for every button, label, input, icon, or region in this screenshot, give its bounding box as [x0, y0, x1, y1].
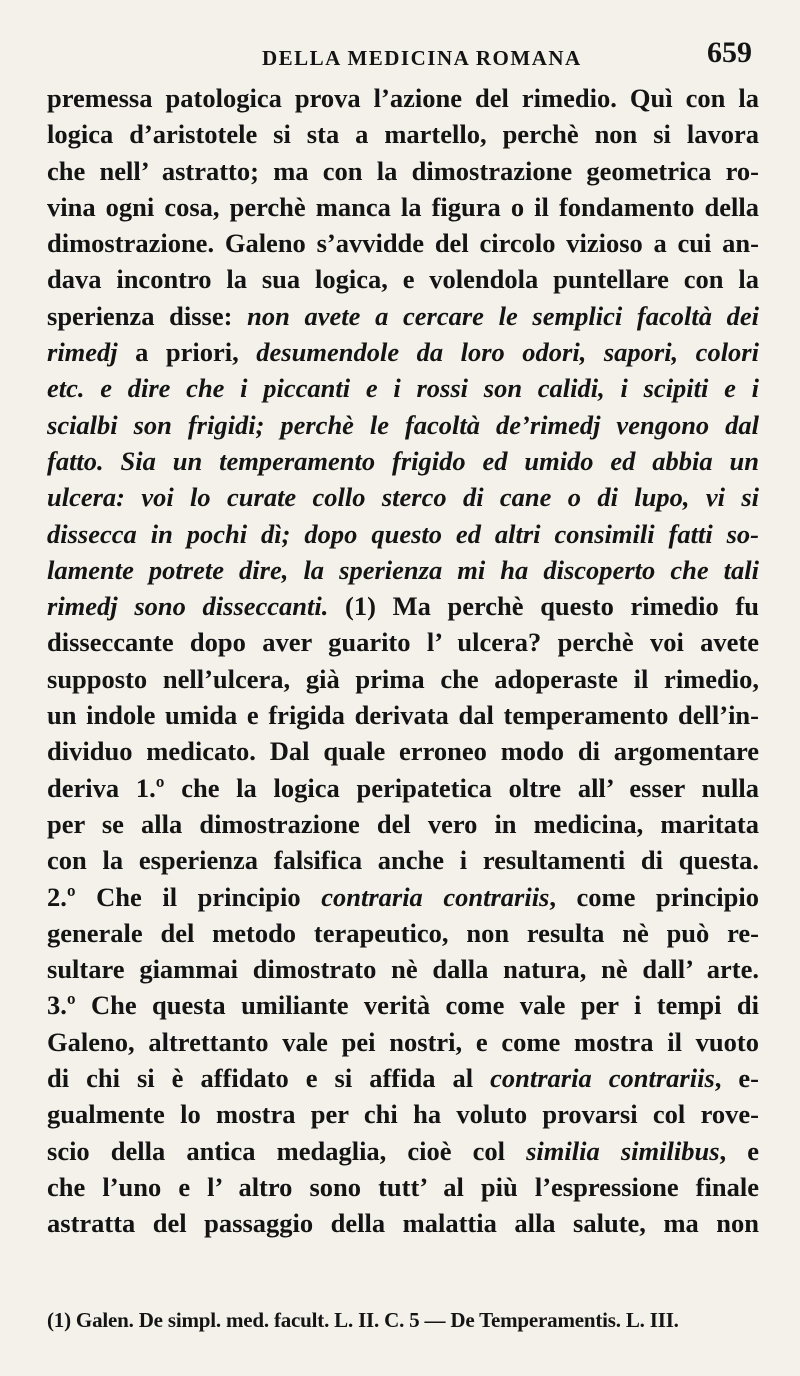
text-segment: dividuo medicato. Dal quale erroneo modo di argomentare: [47, 736, 759, 767]
running-title: DELLA MEDICINA ROMANA: [262, 46, 582, 70]
text-segment: sperienza disse:: [47, 300, 248, 331]
text-segment: che l’uno e l’ altro sono tutt’ al più l’espressione finale: [47, 1171, 759, 1202]
text-line: [47, 1205, 759, 1241]
text-segment: deriva 1.º che la logica peripatetica oltre all’ esser nulla: [47, 772, 759, 803]
text-segment: gualmente lo mostra per chi ha voluto provarsi col rove-: [47, 1099, 759, 1130]
text-line: [47, 370, 759, 406]
text-segment: dava incontro la sua logica, e volendola puntellare con la: [47, 264, 759, 295]
italic-segment: desumendole da loro odori, sapori, colori: [256, 337, 759, 368]
text-segment: sultare giammai dimostrato nè dalla natura, nè dall’ arte.: [47, 954, 759, 985]
text-line: [47, 806, 759, 842]
text-line: [47, 1133, 759, 1169]
body-text: [47, 80, 759, 1242]
text-line: [47, 479, 759, 515]
text-line: [47, 624, 759, 660]
text-segment: 3.º Che questa umiliante verità come vale per i tempi di: [47, 990, 759, 1021]
text-segment: disseccante dopo aver guarito l’ ulcera? perchè voi avete: [47, 627, 759, 658]
text-segment: , come principio: [549, 881, 759, 912]
text-segment: un indole umida e frigida derivata dal temperamento dell’in-: [47, 700, 759, 731]
text-line: [47, 1024, 759, 1060]
text-segment: per se alla dimostrazione del vero in medicina, maritata: [47, 808, 759, 839]
text-line: [47, 552, 759, 588]
text-segment: astratta del passaggio della malattia alla salute, ma non: [47, 1208, 759, 1239]
text-segment: con la esperienza falsifica anche i resultamenti di questa.: [47, 845, 759, 876]
text-segment: logica d’aristotele si sta a martello, perchè non si lavora: [47, 119, 759, 150]
text-segment: 2.º Che il principio: [47, 881, 322, 912]
italic-segment: etc. e dire che i piccanti e i rossi son calidi, i scipiti e i: [47, 373, 759, 404]
text-segment: che nell’ astratto; ma con la dimostrazione geometrica ro-: [47, 155, 759, 186]
text-segment: generale del metodo terapeutico, non resulta nè può re-: [47, 917, 759, 948]
text-line: [47, 443, 759, 479]
page-number: 659: [707, 36, 752, 69]
text-line: [47, 225, 759, 261]
italic-segment: rimedj: [47, 337, 118, 368]
italic-segment: lamente potrete dire, la sperienza mi ha discoperto che tali: [47, 554, 759, 585]
text-line: [47, 1060, 759, 1096]
text-line: [47, 733, 759, 769]
text-line: [47, 697, 759, 733]
text-line: [47, 770, 759, 806]
text-line: [47, 153, 759, 189]
text-line: [47, 80, 759, 116]
text-segment: vina ogni cosa, perchè manca la figura o il fondamento della: [47, 191, 759, 222]
text-segment: dimostrazione. Galeno s’avvidde del circolo vizioso a cui an-: [47, 228, 759, 259]
text-segment: premessa patologica prova l’azione del rimedio. Quì con la: [47, 83, 759, 113]
italic-segment: ulcera: voi lo curate collo sterco di cane o di lupo, vi si: [47, 482, 759, 513]
text-segment: , e: [719, 1135, 759, 1166]
text-line: [47, 915, 759, 951]
text-segment: Galeno, altrettanto vale pei nostri, e come mostra il vuoto: [47, 1026, 759, 1057]
text-line: [47, 116, 759, 152]
italic-segment: non avete a cercare le semplici facoltà dei: [247, 300, 759, 331]
text-line: [47, 407, 759, 443]
text-line: [47, 661, 759, 697]
text-segment: supposto nell’ulcera, già prima che adoperaste il rimedio,: [47, 663, 759, 694]
text-line: [47, 334, 759, 370]
italic-segment: similia similibus: [526, 1135, 720, 1166]
text-segment: (1) Ma perchè questo rimedio fu: [328, 591, 759, 622]
text-line: [47, 951, 759, 987]
footnote: (1) Galen. De simpl. med. facult. L. II. C. 5 — De Temperamentis. L. III.: [47, 1308, 679, 1332]
page-header: [0, 36, 800, 80]
text-line: [47, 516, 759, 552]
text-line: [47, 842, 759, 878]
text-line: [47, 879, 759, 915]
text-segment: , e-: [714, 1063, 759, 1094]
text-line: [47, 189, 759, 225]
text-line: [47, 298, 759, 334]
italic-segment: contraria contrariis: [321, 881, 550, 912]
italic-segment: fatto. Sia un temperamento frigido ed umido ed abbia un: [47, 445, 759, 476]
italic-segment: scialbi son frigidi; perchè le facoltà de’rimedj vengono dal: [47, 409, 759, 440]
text-line: [47, 588, 759, 624]
italic-segment: dissecca in pochi dì; dopo questo ed altri consimili fatti so-: [47, 518, 759, 549]
text-segment: di chi si è affidato e si affida al: [47, 1063, 491, 1094]
text-segment: scio della antica medaglia, cioè col: [47, 1135, 527, 1166]
text-line: [47, 261, 759, 297]
italic-segment: contraria contrariis: [490, 1063, 715, 1094]
italic-segment: rimedj sono disseccanti.: [47, 591, 329, 622]
text-line: [47, 987, 759, 1023]
text-line: [47, 1169, 759, 1205]
text-line: [47, 1096, 759, 1132]
text-segment: a priori,: [117, 337, 257, 368]
